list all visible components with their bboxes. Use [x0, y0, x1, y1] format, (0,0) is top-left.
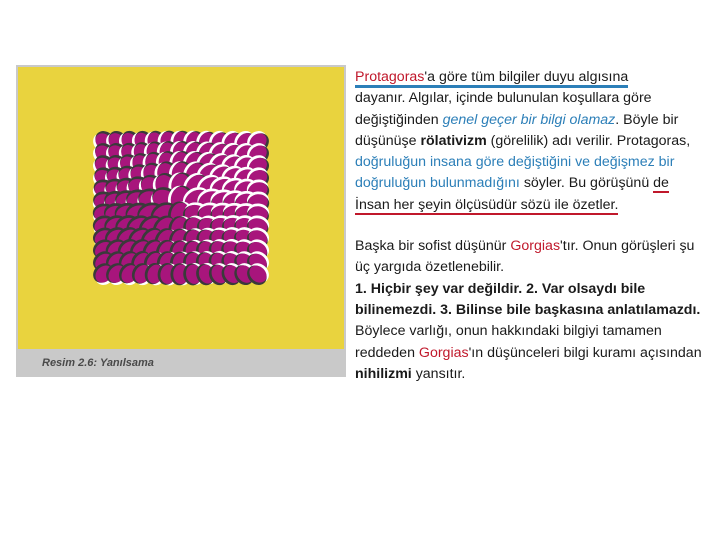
figure-caption: Resim 2.6: Yanılsama — [16, 349, 346, 377]
text-block — [355, 67, 705, 385]
protagoras-sentence-a: 'a göre — [424, 69, 471, 88]
gorgias-name-2: Gorgias — [418, 344, 469, 361]
gorgias-name-1: Gorgias — [510, 238, 561, 255]
gorgias-text-i: yansıtır. — [411, 365, 466, 382]
protagoras-quote: de İnsan her şeyin ölçüsüdür sözü ile özetler. — [355, 175, 669, 213]
protagoras-truth-claim: doğruluğun insana göre değiştiğini ve değişmez bir doğruluğun bulunmadığını — [355, 154, 675, 192]
protagoras-text-6: (görelilik) adı verilir. Protagoras, — [486, 132, 691, 149]
protagoras-text-2: dayanır. Algılar, içinde bulunulan koşullara göre değiştiğinden — [355, 90, 652, 128]
gorgias-three-judgements: 1. Hiçbir şey var değildir. 2. Var olsaydı bile bilinemezdi. 3. Bilinse bile başkasına anlatılamazdı. — [355, 280, 701, 318]
rotating-dots-illusion-image — [18, 67, 344, 349]
illusion-figure — [16, 65, 346, 377]
paragraph-protagoras — [355, 67, 705, 216]
protagoras-text-4: . Böyle bir düşünüşe — [355, 111, 679, 149]
gorgias-text-g: 'ın düşünceleri bilgi kuramı açısından — [468, 344, 702, 361]
relativism-term: rölativizm — [420, 132, 487, 149]
nihilism-term: nihilizmi — [355, 365, 412, 382]
protagoras-name: Protagoras — [355, 69, 424, 88]
gorgias-text-a: Başka bir sofist düşünür — [355, 238, 511, 255]
protagoras-sentence-b: tüm bilgiler duyu algısına — [471, 69, 628, 88]
gorgias-text-e: Böylece varlığı, onun hakkındaki bilgiyi tamamen reddeden — [355, 323, 662, 361]
protagoras-text-8: söyler. Bu görüşünü — [519, 175, 654, 192]
gorgias-text-c: 'tır. Onun görüşleri şu üç yargıda özetlenebilir. — [355, 238, 695, 276]
protagoras-italic: genel geçer bir bilgi olamaz — [442, 111, 616, 128]
paragraph-gorgias — [355, 236, 705, 385]
